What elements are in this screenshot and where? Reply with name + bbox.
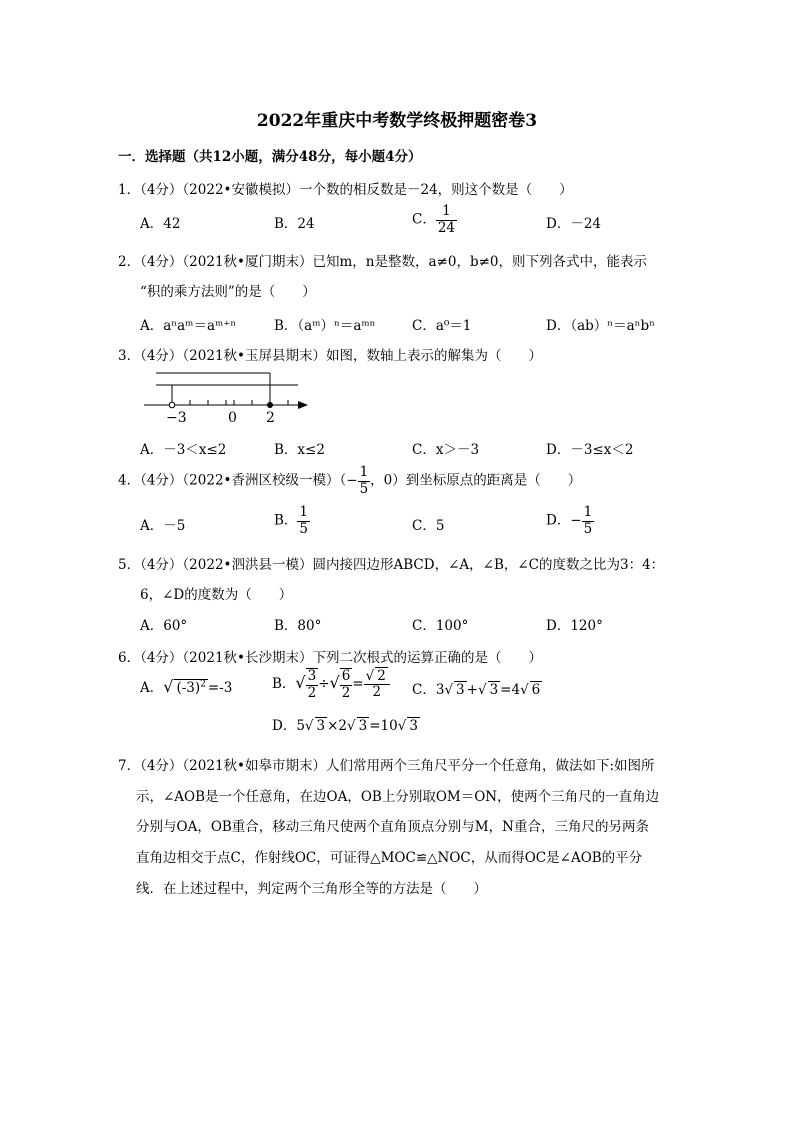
axis-label-2: 2 — [266, 410, 275, 426]
q1-c-den: 24 — [437, 219, 456, 236]
q6-d-r1: 3 — [316, 718, 326, 734]
page-title: 2022年重庆中考数学终极押题密卷3 — [256, 111, 538, 131]
q6-c-eq: =4 — [500, 682, 521, 698]
q3-option-c: C．x＞－3 — [412, 442, 480, 458]
question-4-stem — [118, 465, 581, 497]
q6-a-expr: (-3) — [176, 680, 201, 696]
q2-option-b: B．（aᵐ）ⁿ＝aᵐⁿ — [274, 318, 376, 334]
q6-c-r3: 6 — [531, 682, 541, 698]
axis-label-minus3: −3 — [166, 410, 187, 426]
radical-sign: √ — [163, 677, 174, 696]
closed-endpoint — [267, 402, 273, 408]
q4-b-fraction — [297, 505, 310, 537]
q6-c-coef: 3 — [435, 682, 445, 698]
question-3-stem: 3．（4分）（2021秋•玉屏县期末）如图，数轴上表示的解集为（ ） — [118, 348, 542, 364]
question-2-stem-cont: “积的乘方法则”的是（ ） — [140, 284, 316, 300]
q4-d-neg: − — [570, 512, 582, 529]
q6-a-radicand — [174, 679, 207, 696]
q4-b-num: 1 — [299, 504, 309, 520]
q4-option-a: A．－5 — [140, 518, 186, 534]
q3-option-d: D．－3≤x＜2 — [546, 442, 634, 458]
question-6-stem: 6．（4分）（2021秋•长沙期末）下列二次根式的运算正确的是（ ） — [118, 650, 542, 666]
q4-fraction — [358, 465, 371, 497]
q5-option-d: D．120° — [546, 618, 603, 634]
q6-b-div: ÷ — [318, 676, 330, 693]
q4-d-fraction — [582, 505, 595, 537]
q4-stem-post: ，0）到坐标原点的距离是（ ） — [370, 472, 582, 489]
q6-c-r1: 3 — [456, 682, 465, 698]
q1-option-d: D．－24 — [546, 216, 602, 232]
q6-a-exp: 2 — [200, 679, 206, 690]
q4-b-den: 5 — [299, 520, 309, 537]
q4-num: 1 — [359, 464, 369, 480]
section-heading: 一．选择题（共12小题，满分48分，每小题4分） — [118, 149, 422, 165]
q2-option-d: D．（ab）ⁿ＝aⁿbⁿ — [546, 318, 655, 334]
q6-a-label: A． — [140, 680, 164, 696]
q6-a-result: =-3 — [207, 680, 233, 696]
q6-d-r3: 3 — [409, 718, 418, 734]
q5-option-b: B．80° — [274, 618, 322, 634]
q6-b-frac1 — [306, 668, 319, 701]
q3-option-b: B．x≤2 — [274, 442, 325, 458]
q6-c-label: C． — [412, 682, 436, 698]
q1-option-c-label: C． — [412, 211, 436, 228]
number-line-figure — [138, 365, 313, 427]
open-endpoint — [169, 402, 175, 408]
q2-option-c: C．a⁰＝1 — [412, 318, 472, 334]
q4-option-b — [274, 505, 310, 537]
q6-d-r2: 3 — [358, 718, 368, 734]
question-7-line-5: 线．在上述过程中，判定两个三角形全等的方法是（ ） — [136, 881, 487, 897]
question-1-stem: 1．（4分）（2022•安徽模拟）一个数的相反数是－24，则这个数是（ ） — [118, 182, 573, 198]
q6-b-d1: 2 — [307, 684, 317, 701]
q6-b-eq: = — [352, 676, 364, 693]
q6-option-c: C．3√ 3 +√ 3 =4√ 6 — [412, 682, 541, 698]
question-7-line-3: 分别与OA，OB重合，移动三角尺使两个直角顶点分别与M，N重合，三角尺的另两条 — [136, 819, 649, 835]
q4-neg: − — [346, 472, 358, 489]
q1-c-num: 1 — [442, 203, 451, 219]
q6-c-r2: 3 — [489, 682, 499, 698]
q4-d-num: 1 — [583, 504, 593, 520]
q6-d-label: D． — [272, 718, 297, 734]
q4-d-label: D． — [546, 512, 571, 529]
q6-b-n3-wrap: √ 2 — [365, 667, 386, 684]
q6-option-d: D．5√ 3 ×2√ 3 =10√ 3 — [272, 718, 418, 734]
q6-b-n1: 3 — [307, 668, 317, 684]
q5-option-a: A．60° — [140, 618, 188, 634]
q6-b-d3: 2 — [364, 684, 390, 701]
question-7-line-2: 示，∠AOB是一个任意角，在边OA，OB上分别取OM＝ON，使两个三角尺的一直角边 — [136, 789, 660, 805]
q4-stem-pre: 4．（4分）（2022•香洲区校级一模）（ — [118, 472, 347, 489]
question-7-line-1: 7．（4分）（2021秋•如皋市期末）人们常用两个三角尺平分一个任意角，做法如下:如图所 — [118, 758, 655, 774]
radical-sign: √ — [295, 673, 306, 693]
q6-b-n3: 2 — [377, 667, 386, 684]
q6-d-times: ×2 — [327, 718, 348, 734]
q6-b-d2: 2 — [341, 684, 351, 701]
axis-label-0: 0 — [228, 410, 237, 426]
q6-b-frac3 — [364, 669, 390, 701]
question-5-stem-cont: 6，∠D的度数为（ ） — [140, 587, 293, 603]
q4-den: 5 — [359, 480, 369, 497]
question-2-stem: 2．（4分）（2021秋•厦门期末）已知m，n是整数，a≠0，b≠0，则下列各式中，能表示 — [118, 254, 647, 270]
q6-d-eq: =10 — [369, 718, 398, 734]
q6-c-plus: + — [466, 682, 478, 698]
q6-b-n2: 6 — [341, 668, 351, 684]
q4-d-den: 5 — [583, 520, 593, 537]
q1-option-c-fraction — [436, 204, 457, 236]
q1-option-a: A．42 — [140, 216, 181, 232]
number-line-arrow — [298, 401, 308, 409]
q2-option-a: A．aⁿaᵐ＝aᵐ⁺ⁿ — [140, 318, 237, 334]
q4-option-c: C．5 — [412, 518, 445, 534]
question-5-stem: 5．（4分）（2022•泗洪县一模）圆内接四边形ABCD，∠A，∠B，∠C的度数之比为3：4： — [118, 557, 665, 573]
q6-b-frac2 — [340, 668, 353, 701]
q5-option-c: C．100° — [412, 618, 469, 634]
q6-option-b — [272, 668, 390, 701]
q3-option-a: A．－3＜x≤2 — [140, 442, 227, 458]
question-7-line-4: 直角边相交于点C，作射线OC，可证得△MOC≌△NOC，从而得OC是∠AOB的平分 — [136, 850, 643, 866]
q6-option-a — [140, 676, 232, 696]
q1-option-c — [412, 204, 457, 236]
q4-option-d — [546, 505, 594, 537]
q6-b-label: B． — [272, 676, 296, 693]
radical-sign: √ — [329, 673, 340, 693]
q6-d-c1: 5 — [296, 718, 305, 734]
q1-option-b: B．24 — [274, 216, 315, 232]
q4-b-label: B． — [274, 512, 298, 529]
